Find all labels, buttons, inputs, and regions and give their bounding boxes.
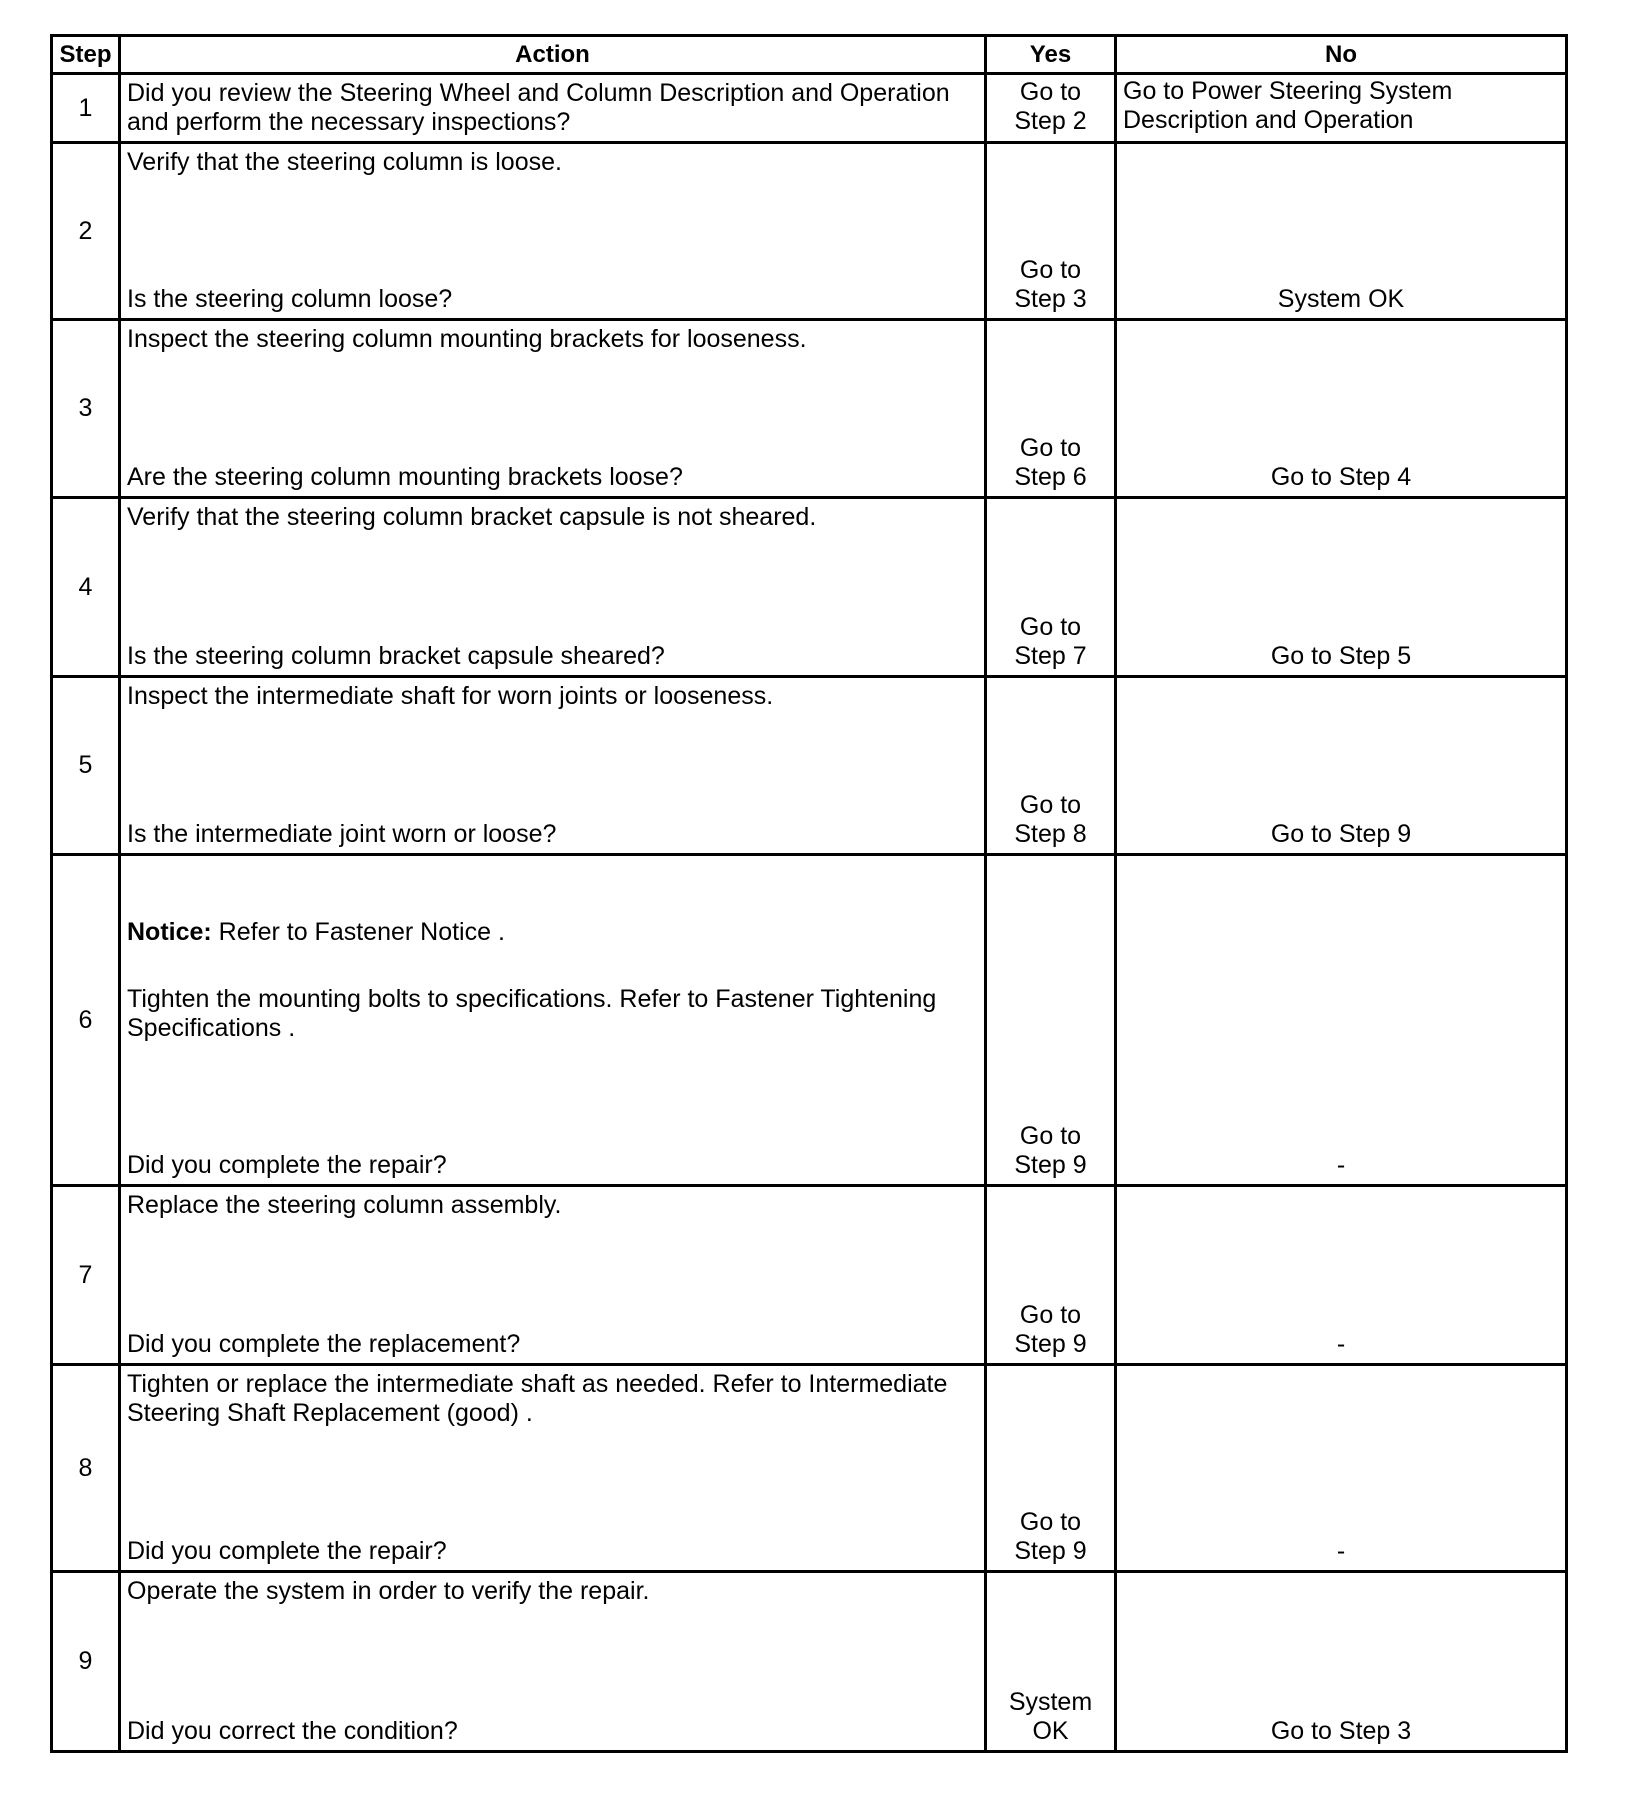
yes-text-line-1: Go to bbox=[1019, 256, 1082, 284]
diagnostic-table bbox=[50, 34, 1568, 1753]
no-text: - bbox=[1336, 1330, 1346, 1358]
step-number: 6 bbox=[52, 855, 120, 1186]
step-number: 5 bbox=[52, 677, 120, 855]
no-cell bbox=[1116, 143, 1567, 320]
action-text: Inspect the steering column mounting brackets for looseness. bbox=[127, 325, 807, 353]
yes-text-line-2: Step 9 bbox=[1014, 1330, 1087, 1358]
yes-cell bbox=[986, 855, 1116, 1186]
yes-cell bbox=[986, 1365, 1116, 1572]
yes-text-line-2: Step 8 bbox=[1014, 820, 1087, 848]
yes-text-line-1: Go to bbox=[1019, 1508, 1082, 1536]
action-question: Are the steering column mounting brackets loose? bbox=[127, 463, 683, 491]
yes-text-line-1: Go to bbox=[1019, 1122, 1082, 1150]
yes-text-line-2: Step 3 bbox=[1014, 285, 1087, 313]
action-text: Tighten the mounting bolts to specifications. Refer to Fastener Tightening Specifications . bbox=[127, 985, 937, 1042]
yes-cell bbox=[986, 498, 1116, 677]
yes-text: Go to Step 2 bbox=[1014, 78, 1087, 135]
yes-cell bbox=[986, 320, 1116, 498]
action-text: Operate the system in order to verify the repair. bbox=[127, 1577, 650, 1605]
no-cell bbox=[1116, 1365, 1567, 1572]
yes-text-line-2: Step 6 bbox=[1014, 463, 1087, 491]
step-number: 4 bbox=[52, 498, 120, 677]
no-text: Go to Step 3 bbox=[1270, 1717, 1412, 1745]
action-cell bbox=[120, 1365, 986, 1572]
table-row bbox=[52, 498, 1567, 677]
no-text: Go to Step 5 bbox=[1270, 642, 1412, 670]
table-row bbox=[52, 74, 1567, 143]
yes-cell bbox=[986, 143, 1116, 320]
yes-text-line-1: Go to bbox=[1019, 434, 1082, 462]
step-number: 3 bbox=[52, 320, 120, 498]
table-row bbox=[52, 855, 1567, 1186]
no-cell bbox=[1116, 1572, 1567, 1752]
no-text: Go to Power Steering System Description and Operation bbox=[1123, 77, 1453, 134]
no-cell bbox=[1116, 677, 1567, 855]
notice-text: Refer to Fastener Notice . bbox=[211, 918, 505, 946]
table-row bbox=[52, 1186, 1567, 1365]
no-cell bbox=[1116, 1186, 1567, 1365]
action-text: Replace the steering column assembly. bbox=[127, 1191, 562, 1219]
step-number: 2 bbox=[52, 143, 120, 320]
no-cell bbox=[1116, 320, 1567, 498]
no-cell bbox=[1116, 498, 1567, 677]
table-row bbox=[52, 1572, 1567, 1752]
yes-cell bbox=[986, 1186, 1116, 1365]
header-yes: Yes bbox=[986, 36, 1116, 74]
action-text: Tighten or replace the intermediate shaft as needed. Refer to Intermediate Steering Shaft Replacement (good) . bbox=[127, 1370, 948, 1427]
no-cell bbox=[1116, 855, 1567, 1186]
step-number: 1 bbox=[52, 74, 120, 143]
action-text: Verify that the steering column is loose. bbox=[127, 148, 562, 176]
yes-text-line-2: OK bbox=[1032, 1717, 1069, 1745]
no-text: Go to Step 9 bbox=[1270, 820, 1412, 848]
action-text: Inspect the intermediate shaft for worn joints or looseness. bbox=[127, 682, 774, 710]
action-text: Did you review the Steering Wheel and Column Description and Operation and perform the necessary inspections? bbox=[127, 79, 950, 136]
action-cell bbox=[120, 143, 986, 320]
header-row bbox=[52, 36, 1567, 74]
step-number: 7 bbox=[52, 1186, 120, 1365]
yes-text-line-1: Go to bbox=[1019, 791, 1082, 819]
no-text: - bbox=[1336, 1151, 1346, 1179]
action-text: Verify that the steering column bracket capsule is not sheared. bbox=[127, 503, 817, 531]
action-cell bbox=[120, 320, 986, 498]
action-cell bbox=[120, 1572, 986, 1752]
table-row bbox=[52, 143, 1567, 320]
yes-text-line-1: Go to bbox=[1019, 613, 1082, 641]
table-row bbox=[52, 677, 1567, 855]
no-cell bbox=[1116, 74, 1567, 143]
header-action: Action bbox=[120, 36, 986, 74]
no-text: System OK bbox=[1277, 285, 1405, 313]
yes-cell bbox=[986, 677, 1116, 855]
yes-cell bbox=[986, 1572, 1116, 1752]
notice-line bbox=[127, 918, 978, 947]
action-cell bbox=[120, 498, 986, 677]
yes-text-line-1: System bbox=[1008, 1688, 1093, 1716]
action-question: Did you complete the replacement? bbox=[127, 1330, 521, 1358]
action-question: Is the steering column loose? bbox=[127, 285, 453, 313]
table-row bbox=[52, 320, 1567, 498]
step-number: 9 bbox=[52, 1572, 120, 1752]
action-question: Did you complete the repair? bbox=[127, 1537, 447, 1565]
table-row bbox=[52, 1365, 1567, 1572]
no-text: Go to Step 4 bbox=[1270, 463, 1412, 491]
action-question: Did you correct the condition? bbox=[127, 1717, 458, 1745]
action-cell bbox=[120, 1186, 986, 1365]
notice-label: Notice: bbox=[127, 918, 212, 946]
action-question: Did you complete the repair? bbox=[127, 1151, 447, 1179]
header-no: No bbox=[1116, 36, 1567, 74]
action-cell bbox=[120, 855, 986, 1186]
yes-cell bbox=[986, 74, 1116, 143]
yes-text-line-2: Step 7 bbox=[1014, 642, 1087, 670]
action-cell bbox=[120, 74, 986, 143]
yes-text-line-2: Step 9 bbox=[1014, 1151, 1087, 1179]
step-number: 8 bbox=[52, 1365, 120, 1572]
header-step: Step bbox=[52, 36, 120, 74]
yes-text-line-2: Step 9 bbox=[1014, 1537, 1087, 1565]
action-cell bbox=[120, 677, 986, 855]
action-question: Is the intermediate joint worn or loose? bbox=[127, 820, 557, 848]
no-text: - bbox=[1336, 1537, 1346, 1565]
yes-text-line-1: Go to bbox=[1019, 1301, 1082, 1329]
action-question: Is the steering column bracket capsule sheared? bbox=[127, 642, 665, 670]
